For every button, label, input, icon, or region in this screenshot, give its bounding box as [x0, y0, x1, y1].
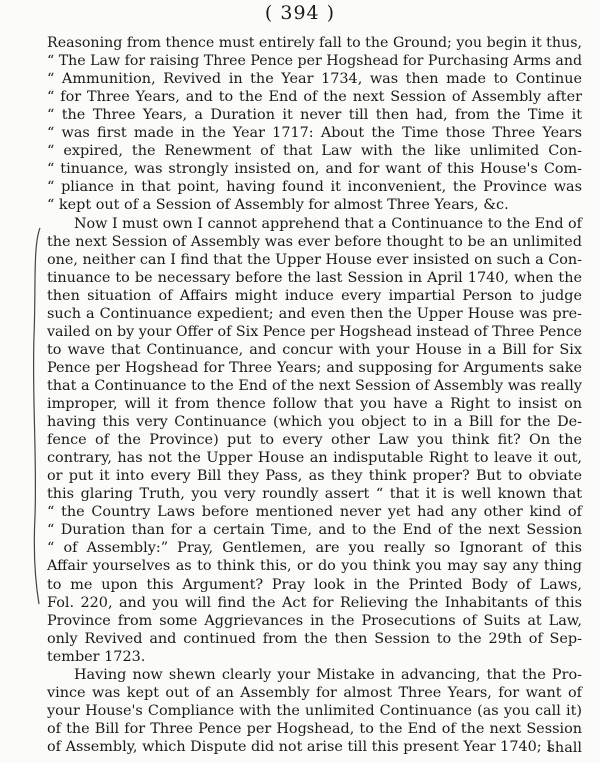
text-line: or put it into every Bill they Pass, as they think proper? But to obviate [47, 468, 582, 485]
text-line: Now I must own I cannot apprehend that a Continuance to the End of [74, 215, 582, 232]
text-line: Province from some Aggrievances in the Prosecutions of Suits at Law, [47, 612, 582, 629]
text-line: Reasoning from thence must entirely fall to the Ground; you begin it thus, [47, 35, 582, 51]
text-line: “ was first made in the Year 1717: About the Time those Three Years [47, 125, 582, 142]
text-line: of Assembly, which Dispute did not arise till this present Year 1740; I [47, 738, 552, 755]
text-line: “ kept out of a Session of Assembly for almost Three Years, &c. [47, 197, 509, 214]
text-line: of the Bill for Three Pence per Hogshead, to the End of the next Session [47, 720, 582, 737]
text-line: “ The Law for raising Three Pence per Hogshead for Purchasing Arms and [47, 53, 582, 70]
text-line: such a Continuance expedient; and even then the Upper House was pre- [47, 305, 582, 322]
text-line: that a Continuance to the End of the next Session of Assembly was really [47, 377, 582, 394]
text-line: Affair yourselves as to think this, or do you think you may say any thing [47, 558, 582, 575]
text-line: “ expired, the Renewment of that Law with the like unlimited Con- [47, 143, 582, 160]
text-line: “ Duration than for a certain Time, and to the End of the next Session [47, 522, 582, 539]
text-line: contrary, has not the Upper House an indisputable Right to leave it out, [47, 450, 582, 467]
margin-bracket-mark [30, 226, 42, 606]
page-number: ( 394 ) [264, 2, 336, 24]
text-line: fence of the Province) put to every other Law you think fit? On the [47, 432, 582, 449]
text-line: tember 1723. [47, 648, 146, 665]
text-line: Fol. 220, and you will find the Act for Relieving the Inhabitants of this [47, 594, 582, 611]
text-line: to wave that Continuance, and concur with your House in a Bill for Six [47, 341, 582, 358]
text-line: Pence per Hogshead for Three Years; and supposing for Arguments sake [47, 359, 582, 376]
text-line: having this very Continuance (which you object to in a Bill for the De- [47, 414, 582, 431]
text-line: “ of Assembly:” Pray, Gentlemen, are you really so Ignorant of this [47, 540, 582, 557]
text-line: then situation of Affairs might induce every impartial Person to judge [47, 287, 582, 304]
text-line: one, neither can I find that the Upper House ever insisted on such a Con- [47, 251, 582, 268]
text-line: improper, will it from thence follow that you have a Right to insist on [47, 396, 582, 412]
catchword: shall [547, 740, 582, 756]
text-line: tinuance to be necessary before the last Session in April 1740, when the [47, 269, 582, 286]
text-line: Having now shewn clearly your Mistake in advancing, that the Pro- [74, 666, 582, 683]
text-line: “ Ammunition, Revived in the Year 1734, was then made to Continue [47, 71, 582, 88]
text-line: “ the Country Laws before mentioned never yet had any other kind of [47, 504, 582, 521]
text-line: “ tinuance, was strongly insisted on, and for want of this House's Com- [47, 161, 582, 178]
text-line: to me upon this Argument? Pray look in the Printed Body of Laws, [47, 576, 582, 593]
text-line: the next Session of Assembly was ever before thought to be an unlimited [47, 233, 582, 250]
text-line: “ for Three Years, and to the End of the next Session of Assembly after [47, 89, 582, 106]
text-line: only Revived and continued from the then Session to the 29th of Sep- [47, 630, 582, 647]
text-line: “ the Three Years, a Duration it never till then had, from the Time it [47, 107, 582, 124]
text-line: your House's Compliance with the unlimited Continuance (as you call it) [47, 702, 582, 719]
text-line: “ pliance in that point, having found it inconvenient, the Province was [47, 179, 582, 196]
text-line: vailed on by your Offer of Six Pence per Hogshead instead of Three Pence [47, 323, 582, 340]
text-line: this glaring Truth, you very roundly assert “ that it is well known that [47, 486, 582, 503]
text-line: vince was kept out of an Assembly for almost Three Years, for want of [47, 684, 582, 701]
